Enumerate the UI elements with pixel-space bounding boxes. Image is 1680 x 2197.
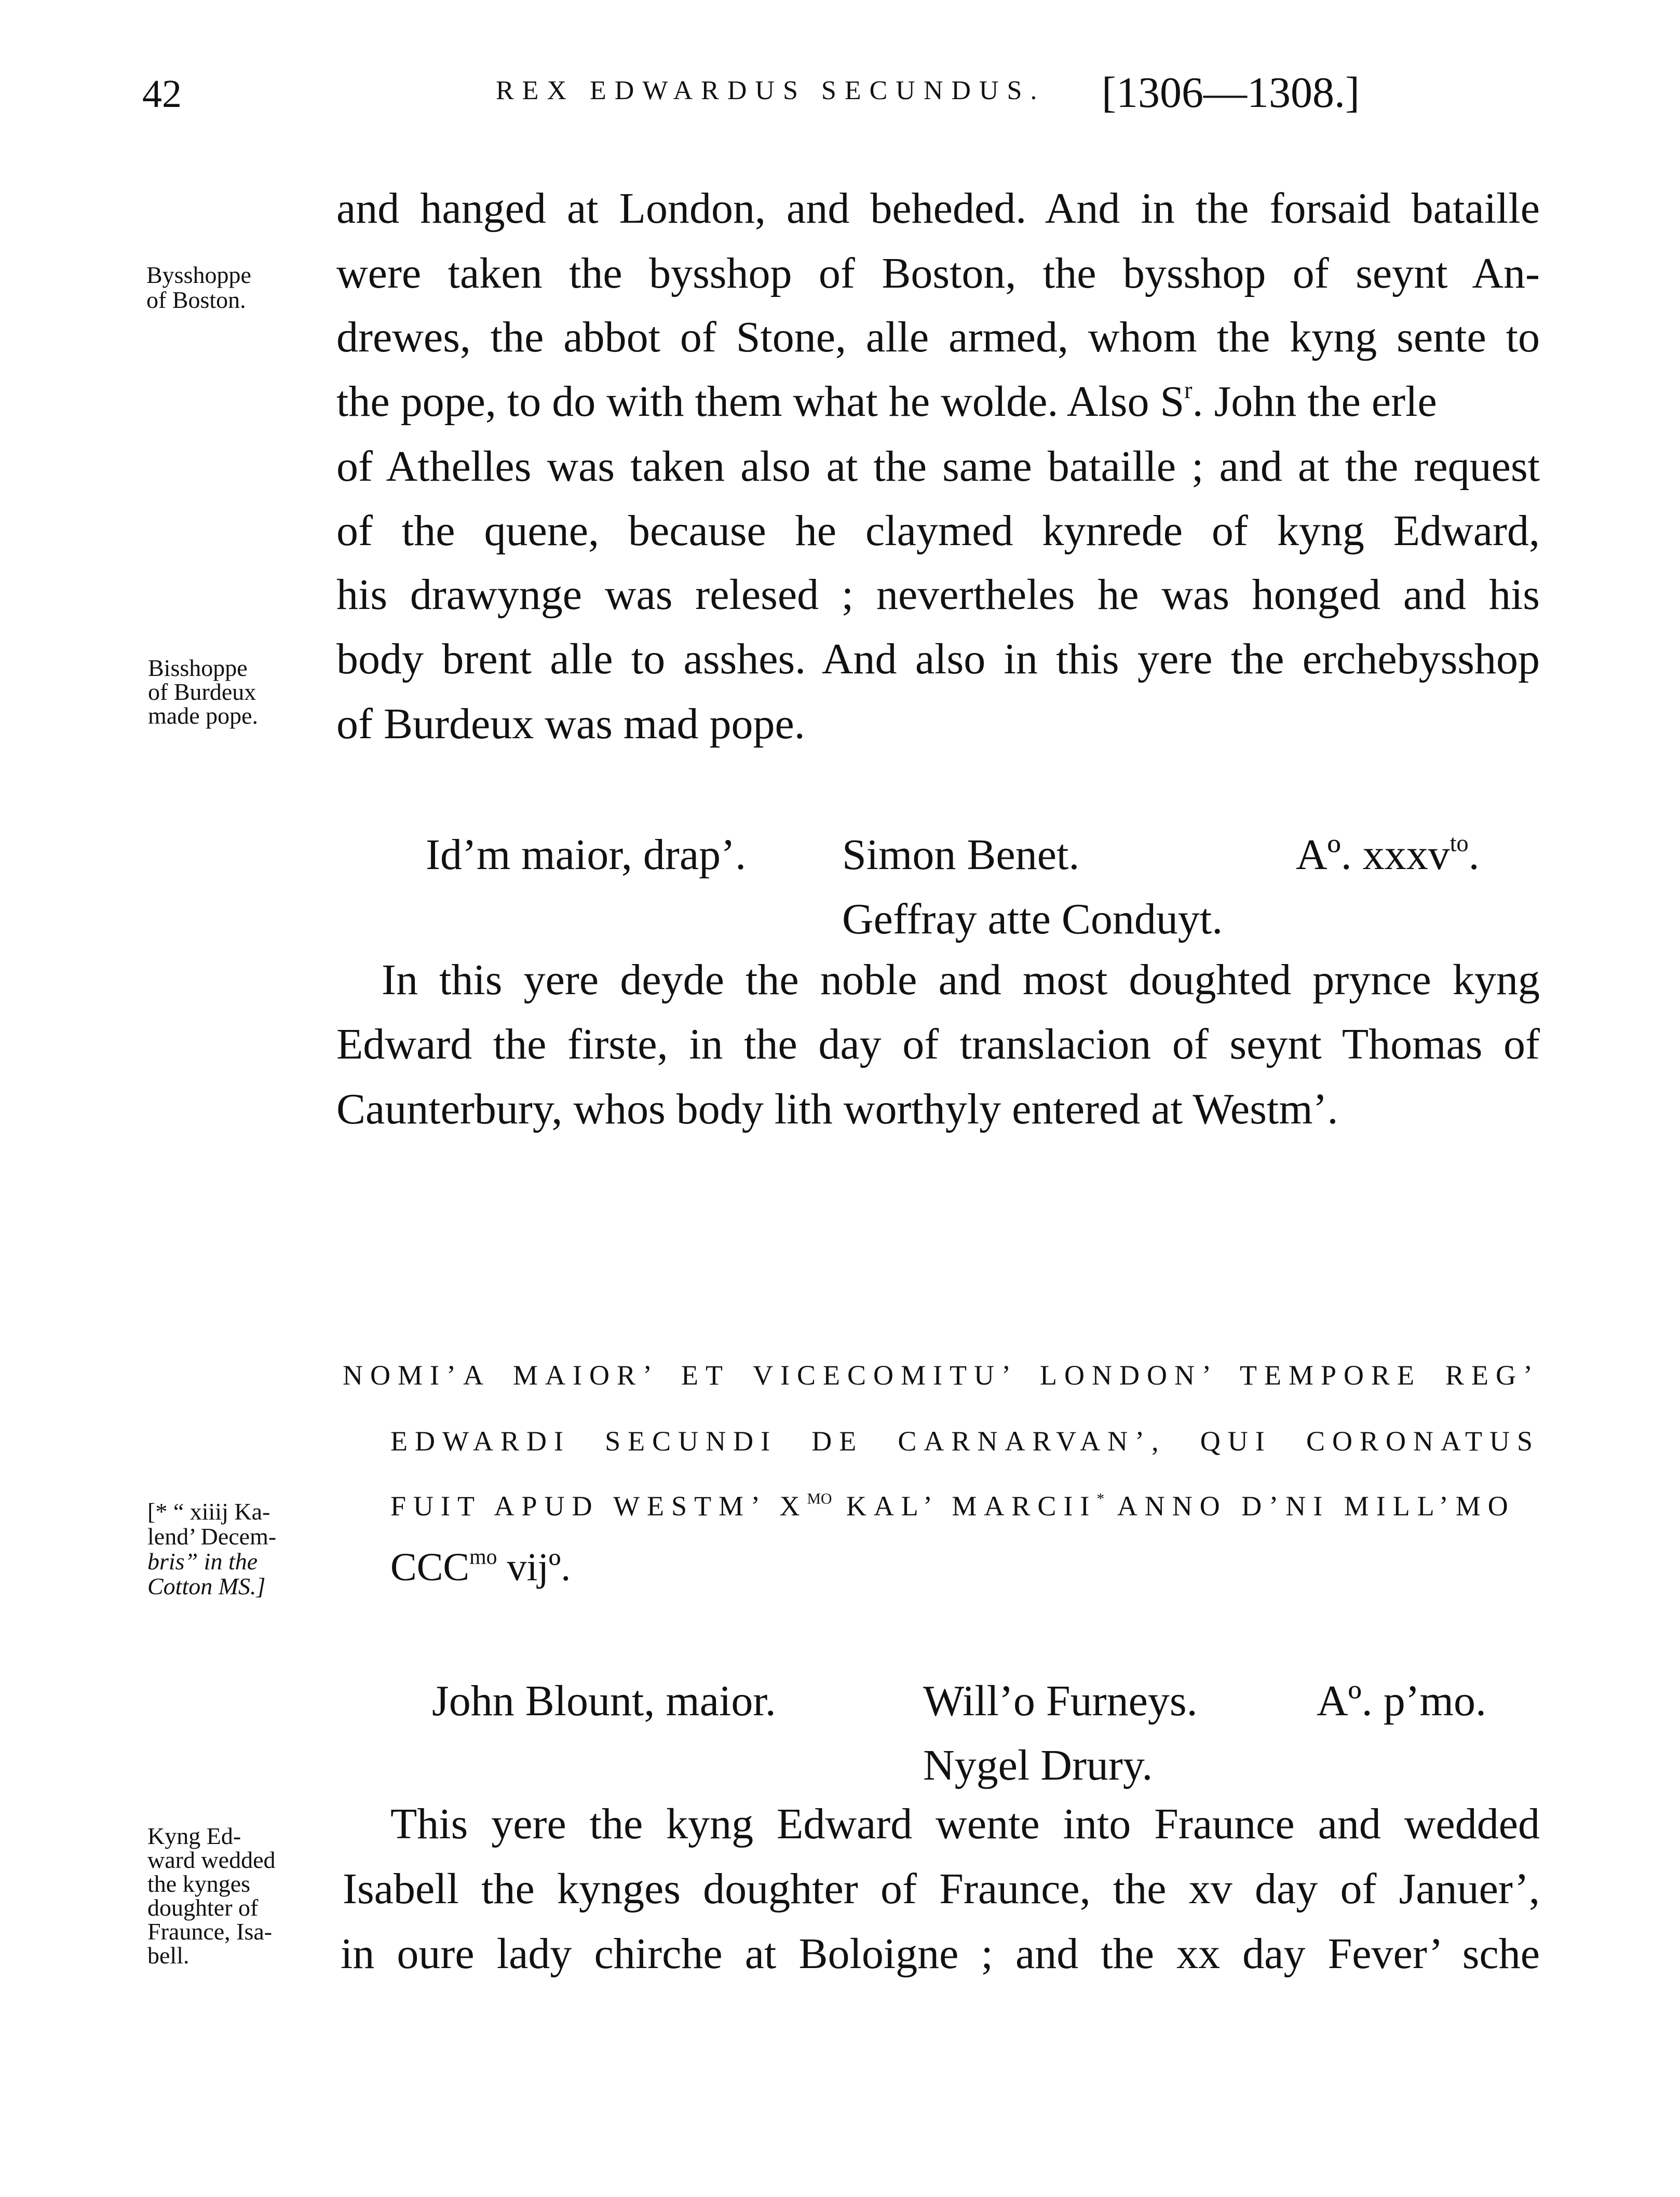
heading-line-4-b: vijº. xyxy=(497,1545,571,1589)
sidenote-line: Bysshoppe xyxy=(146,262,251,288)
date-range: [1306—1308.] xyxy=(1102,69,1360,117)
heading-line-3-b: KAL’ MARCII xyxy=(832,1490,1097,1522)
year1-sheriff-2: Nygel Drury. xyxy=(923,1741,1153,1789)
sidenote-kyng xyxy=(147,1824,276,1968)
year1-sheriff-1: Will’o Furneys. xyxy=(923,1677,1198,1725)
section3-line-3: in oure lady chirche at Boloigne ; and the xx day Fever’ sche xyxy=(341,1930,1540,1978)
section3-line-1: This yere the kyng Edward wente into Fraunce and wedded xyxy=(390,1800,1540,1848)
body-line-9: of Burdeux was mad pope. xyxy=(336,700,805,748)
year35-mayor: Id’m maior, drap’. xyxy=(426,831,747,879)
sidenote-line: ward wedded xyxy=(147,1847,276,1873)
sidenote-line: made pope. xyxy=(148,702,259,729)
sidenote-bisshoppe xyxy=(148,656,258,728)
year1-mayor: John Blount, maior. xyxy=(432,1677,776,1725)
heading-line-3-sup: MO xyxy=(807,1490,832,1508)
section2-line-3: Caunterbury, whos body lith worthyly entered at Westm’. xyxy=(336,1085,1338,1133)
sidenote-bysshoppe xyxy=(146,263,251,313)
body-line-2: were taken the bysshop of Boston, the bysshop of seynt An- xyxy=(336,249,1540,297)
year35-sheriff-1: Simon Benet. xyxy=(842,831,1080,879)
sidenote-line: the kynges xyxy=(147,1870,251,1897)
section3-line-2: Isabell the kynges doughter of Fraunce, the xv day of Januer’, xyxy=(343,1865,1540,1913)
section2-line-1: In this yere deyde the noble and most doughted prynce kyng xyxy=(382,956,1540,1004)
year35-anno-sup: to xyxy=(1449,830,1469,857)
heading-line-4 xyxy=(390,1545,571,1590)
sidenote-line: Fraunce, Isa- xyxy=(147,1918,273,1945)
sidenote-line: doughter of xyxy=(147,1894,259,1921)
page-number: 42 xyxy=(142,72,182,116)
body-line-3: drewes, the abbot of Stone, alle armed, whom the kyng sente to xyxy=(336,313,1540,361)
year35-anno-end: . xyxy=(1468,831,1480,879)
heading-line-4-a: CCC xyxy=(390,1545,470,1589)
body-line-4-sup: r xyxy=(1184,376,1193,403)
body-line-8: body brent alle to asshes. And also in this yere the erchebysshop xyxy=(336,635,1540,683)
heading-line-4-sup: mo xyxy=(469,1545,497,1569)
sidenote-footnote xyxy=(147,1499,276,1599)
sidenote-line: Bisshoppe xyxy=(148,655,248,681)
body-line-5: of Athelles was taken also at the same bataille ; and at the request xyxy=(336,442,1540,491)
body-line-6: of the quene, because he claymed kynrede of kyng Edward, xyxy=(336,507,1540,555)
running-title: REX EDWARDUS SECUNDUS. xyxy=(496,76,1046,105)
body-line-4 xyxy=(336,376,1540,426)
heading-line-1: NOMI’A MAIOR’ ET VICECOMITU’ LONDON’ TEMPORE REG’ xyxy=(343,1360,1540,1391)
body-line-4-text: the pope, to do with them what he wolde. Also S xyxy=(336,377,1185,426)
heading-line-3 xyxy=(390,1490,1540,1522)
body-line-4-tail: . John the erle xyxy=(1192,377,1437,426)
sidenote-line: of Burdeux xyxy=(148,679,256,705)
heading-star: * xyxy=(1096,1490,1105,1508)
sidenote-line: bris” in the xyxy=(147,1548,258,1575)
sidenote-line: lend’ Decem- xyxy=(147,1523,277,1550)
year35-anno-text: Aº. xxxv xyxy=(1296,831,1450,879)
sidenote-line: Kyng Ed- xyxy=(147,1823,241,1849)
sidenote-line: bell. xyxy=(147,1942,189,1969)
sidenote-line: Cotton MS.] xyxy=(147,1573,266,1599)
section2-line-2: Edward the firste, in the day of translacion of seynt Thomas of xyxy=(336,1020,1540,1068)
body-line-1: and hanged at London, and beheded. And in the forsaid bataille xyxy=(336,184,1540,233)
heading-line-3-c: ANNO D’NI MILL’MO xyxy=(1104,1490,1515,1522)
year1-anno: Aº. p’mo. xyxy=(1317,1677,1487,1725)
heading-line-2: EDWARDI SECUNDI DE CARNARVAN’, QUI CORONATUS xyxy=(390,1426,1540,1457)
year35-sheriff-2: Geffray atte Conduyt. xyxy=(842,895,1223,943)
year35-anno xyxy=(1296,830,1480,880)
heading-line-3-a: FUIT APUD WESTM’ X xyxy=(390,1490,807,1522)
sidenote-line: [* “ xiiij Ka- xyxy=(147,1498,270,1525)
sidenote-line: of Boston. xyxy=(146,287,246,313)
body-line-7: his drawynge was relesed ; nevertheles he was honged and his xyxy=(336,571,1540,619)
